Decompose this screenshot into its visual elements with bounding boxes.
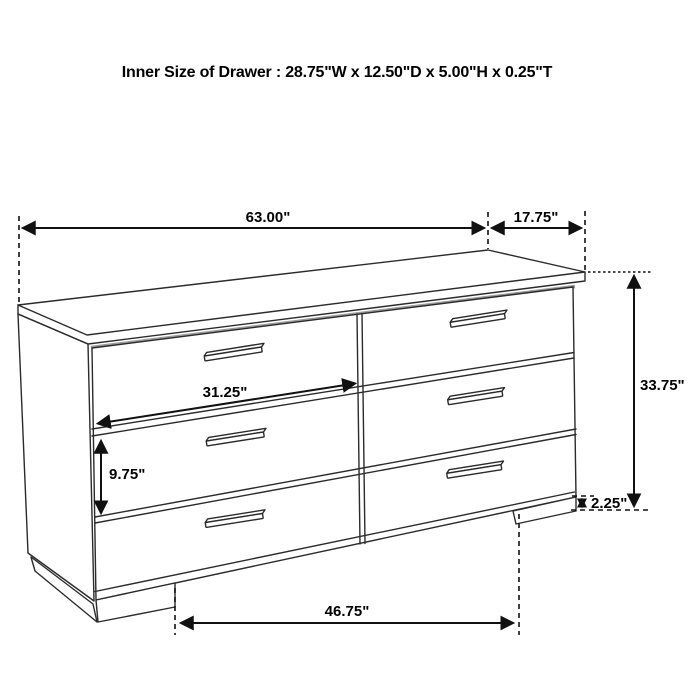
dimension-overall-height	[571, 272, 685, 510]
dimension-label-drawer-width: 31.25"	[202, 384, 248, 401]
diagram-title: Inner Size of Drawer : 28.75"W x 12.50"D x 5.00"H x 0.25"T	[121, 64, 553, 81]
dimension-label-overall-depth: 17.75"	[513, 209, 559, 226]
dresser-line-art	[18, 250, 585, 622]
dresser-left-side-panel	[18, 314, 94, 601]
dimension-label-overall-width: 63.00"	[245, 209, 291, 226]
dimension-label-leg-spacing: 46.75"	[324, 603, 370, 620]
dimension-label-base-height: 2.25"	[591, 495, 628, 512]
dimension-label-overall-height: 33.75"	[640, 377, 685, 394]
dimension-label-drawer-height: 9.75"	[109, 466, 146, 483]
